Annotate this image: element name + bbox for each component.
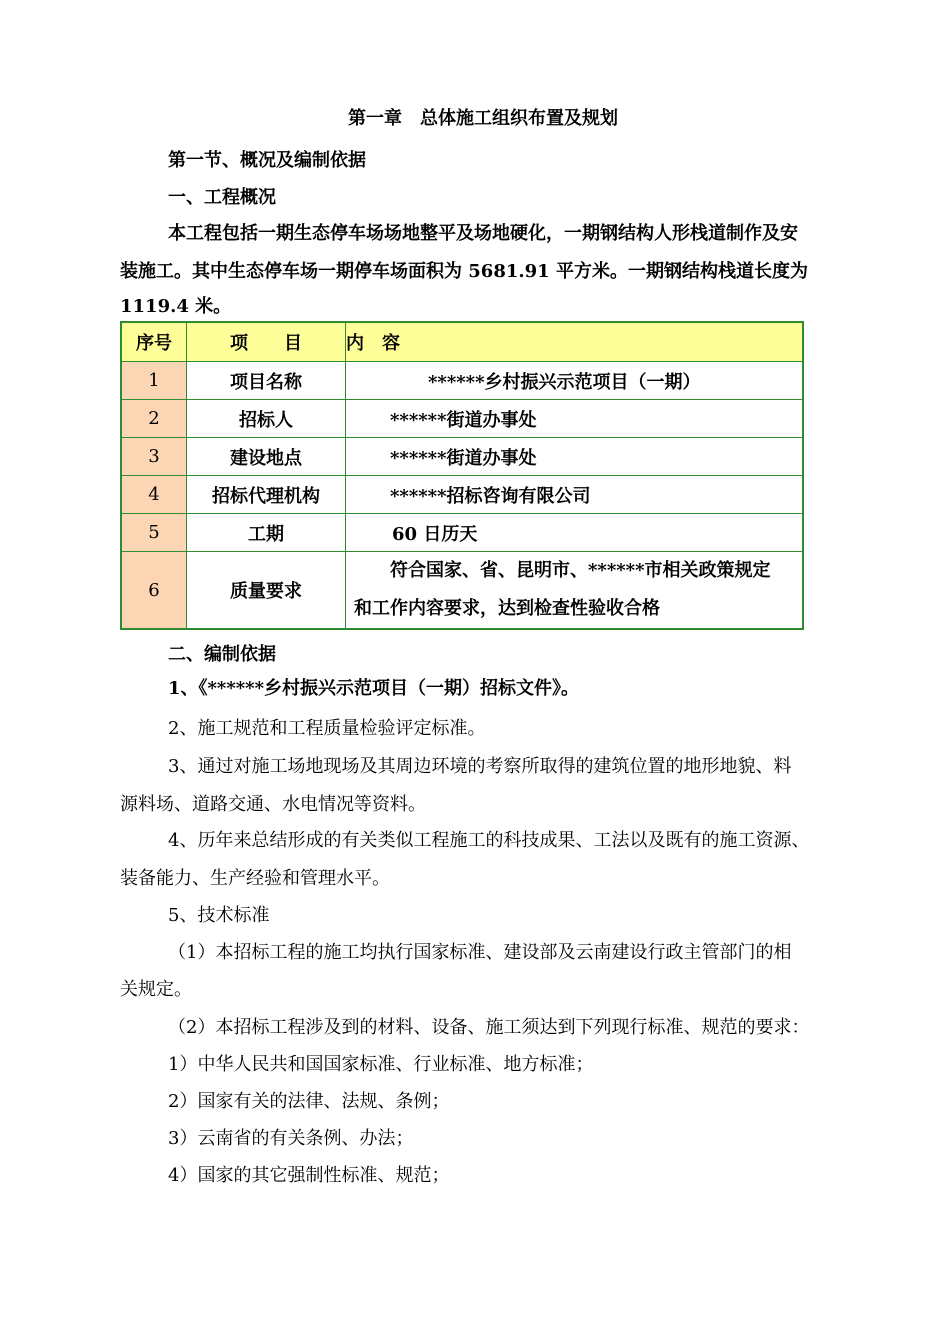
chapter-title: 第一章 总体施工组织布置及规划: [348, 108, 618, 129]
basis-item-2: 2、施工规范和工程质量检验评定标准。: [168, 718, 486, 739]
row-item: 招标代理机构: [187, 476, 346, 514]
row-number: 4: [121, 476, 187, 514]
subsection-heading-overview: 一、工程概况: [168, 187, 276, 208]
table-row: [121, 438, 803, 476]
standard-2: （2）本招标工程涉及到的材料、设备、施工须达到下列现行标准、规范的要求：: [168, 1017, 810, 1038]
row-content-multiline: [346, 552, 804, 630]
overview-line-3: 1119.4 米。: [120, 296, 232, 317]
row-content: ******街道办事处: [346, 438, 804, 476]
standard-1-line-1: （1）本招标工程的施工均执行国家标准、建设部及云南建设行政主管部门的相: [168, 942, 792, 963]
row-item: 招标人: [187, 400, 346, 438]
basis-item-1: 1、《******乡村振兴示范项目（一期）招标文件》。: [168, 678, 580, 699]
row-item: 项目名称: [187, 362, 346, 400]
basis-item-5: 5、技术标准: [168, 905, 270, 926]
overview-line-1: 本工程包括一期生态停车场场地整平及场地硬化，一期钢结构人形栈道制作及安: [168, 223, 798, 244]
table-row: [121, 476, 803, 514]
standard-list-item: 1）中华人民共和国国家标准、行业标准、地方标准；: [168, 1054, 594, 1075]
table-row: [121, 552, 803, 630]
header-item: 项 目: [187, 322, 346, 362]
overview-line-2: 装施工。其中生态停车场一期停车场面积为 5681.91 平方米。一期钢结构栈道长度为: [120, 261, 808, 282]
subsection-heading-basis: 二、编制依据: [168, 644, 276, 665]
basis-item-3-line-1: 3、通过对施工场地现场及其周边环境的考察所取得的建筑位置的地形地貌、料: [168, 756, 792, 777]
basis-item-4-line-1: 4、历年来总结形成的有关类似工程施工的科技成果、工法以及既有的施工资源、: [168, 830, 810, 851]
row-content: ******招标咨询有限公司: [346, 476, 804, 514]
row-content-line: 和工作内容要求，达到检查性验收合格: [354, 598, 660, 619]
row-number: 1: [121, 362, 187, 400]
standard-list-item: 4）国家的其它强制性标准、规范；: [168, 1165, 450, 1186]
basis-item-3-line-2: 源料场、道路交通、水电情况等资料。: [120, 794, 426, 815]
row-item: 建设地点: [187, 438, 346, 476]
basis-item-4-line-2: 装备能力、生产经验和管理水平。: [120, 868, 390, 889]
project-info-table: [120, 321, 804, 630]
row-content: ******乡村振兴示范项目（一期）: [346, 362, 804, 400]
row-content-line: 符合国家、省、昆明市、******市相关政策规定: [354, 560, 771, 581]
row-number: 3: [121, 438, 187, 476]
header-number: 序号: [121, 322, 187, 362]
standard-list-item: 3）云南省的有关条例、办法；: [168, 1128, 414, 1149]
row-content: ******街道办事处: [346, 400, 804, 438]
table-row: [121, 400, 803, 438]
header-content: 内 容: [346, 322, 804, 362]
section-heading: 第一节、概况及编制依据: [168, 150, 366, 171]
row-number: 5: [121, 514, 187, 552]
table-header-row: [121, 322, 803, 362]
row-item: 工期: [187, 514, 346, 552]
row-number: 2: [121, 400, 187, 438]
row-number: 6: [121, 552, 187, 630]
row-item: 质量要求: [187, 552, 346, 630]
standard-list-item: 2）国家有关的法律、法规、条例；: [168, 1091, 450, 1112]
table-row: [121, 514, 803, 552]
standard-1-line-2: 关规定。: [120, 979, 192, 1000]
row-content: 60 日历天: [346, 514, 804, 552]
table-row: [121, 362, 803, 400]
